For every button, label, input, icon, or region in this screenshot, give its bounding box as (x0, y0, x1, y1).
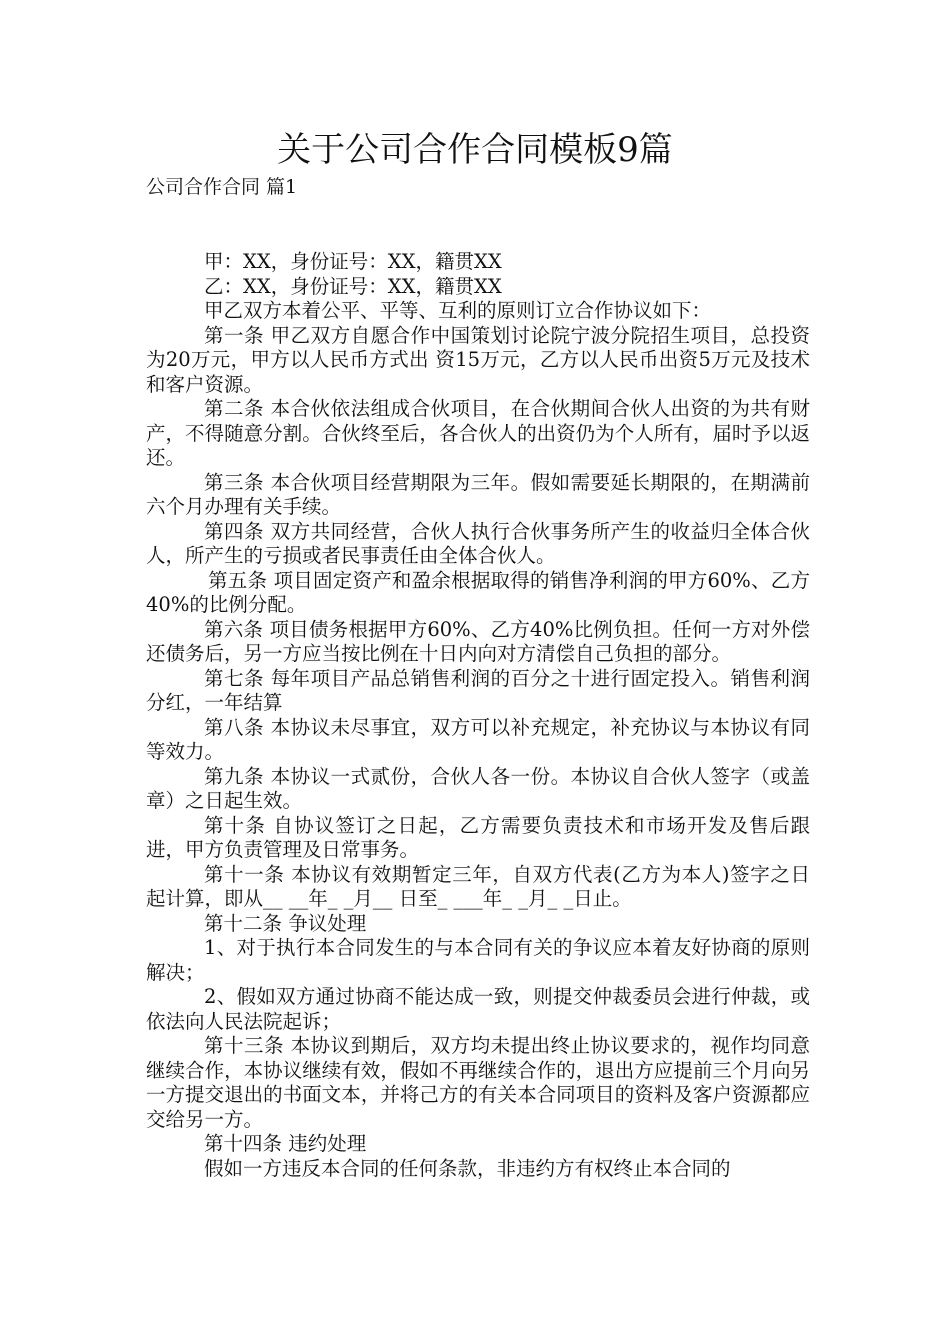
document-subtitle: 公司合作合同 篇1 (146, 176, 298, 198)
document-title: 关于公司合作合同模板9篇 (277, 130, 673, 170)
party-b-line: 乙：XX，身份证号：XX，籍贯XX (204, 274, 502, 298)
article-3: 第三条 本合伙项目经营期限为三年。假如需要延长期限的，在期满前六个月办理有关手续。 (146, 470, 810, 518)
article-9: 第九条 本协议一式贰份，合伙人各一份。本协议自合伙人签字（或盖章）之日起生效。 (146, 764, 810, 812)
document-body (146, 250, 810, 1181)
article-10: 第十条 自协议签订之日起，乙方需要负责技术和市场开发及售后跟进，甲方负责管理及日常事务。 (146, 813, 810, 861)
agreement-intro: 甲乙双方本着公平、平等、互利的原则订立合作协议如下： (204, 299, 712, 322)
article-4: 第四条 双方共同经营，合伙人执行合伙事务所产生的收益归全体合伙人，所产生的亏损或者民事责任由全体合伙人。 (146, 519, 810, 567)
dispute-clause-1: 1、对于执行本合同发生的与本合同有关的争议应本着友好协商的原则解决； (146, 936, 810, 984)
article-1: 第一条 甲乙双方自愿合作中国策划讨论院宁波分院招生项目，总投资为20万元，甲方以人民币方式出 资15万元，乙方以人民币出资5万元及技术和客户资源。 (146, 323, 810, 396)
article-5: 第五条 项目固定资产和盈余根据取得的销售净利润的甲方60%、乙方40%的比例分配。 (146, 568, 810, 616)
article-14-heading: 第十四条 违约处理 (204, 1132, 367, 1155)
article-13: 第十三条 本协议到期后，双方均未提出终止协议要求的，视作均同意继续合作，本协议继续有效，假如不再继续合作的，退出方应提前三个月向另一方提交退出的书面文本，并将己方的有关本合同项目的资料及客户资源都应交给另一方。 (146, 1034, 810, 1131)
article-6: 第六条 项目债务根据甲方60%、乙方40%比例负担。任何一方对外偿还债务后，另一方应当按比例在十日内向对方清偿自己负担的部分。 (146, 617, 810, 665)
article-12-heading: 第十二条 争议处理 (204, 911, 367, 935)
article-2: 第二条 本合伙依法组成合伙项目，在合伙期间合伙人出资的为共有财产，不得随意分割。合伙终至后，各合伙人的出资仍为个人所有，届时予以返还。 (146, 397, 810, 469)
article-7: 第七条 每年项目产品总销售利润的百分之十进行固定投入。销售利润分红，一年结算 (146, 666, 810, 714)
article-8: 第八条 本协议未尽事宜，双方可以补充规定，补充协议与本协议有同等效力。 (146, 715, 810, 763)
article-11: 第十一条 本协议有效期暂定三年，自双方代表(乙方为本人)签字之日起计算，即从__ __年_ _月__ 日至_ ___年_ _月_ _日止。 (146, 862, 810, 910)
party-a-line: 甲：XX，身份证号：XX，籍贯XX (204, 250, 502, 273)
breach-clause: 假如一方违反本合同的任何条款，非违约方有权终止本合同的 (204, 1156, 731, 1180)
dispute-clause-2: 2、假如双方通过协商不能达成一致，则提交仲裁委员会进行仲裁，或依法向人民法院起诉； (146, 985, 810, 1033)
